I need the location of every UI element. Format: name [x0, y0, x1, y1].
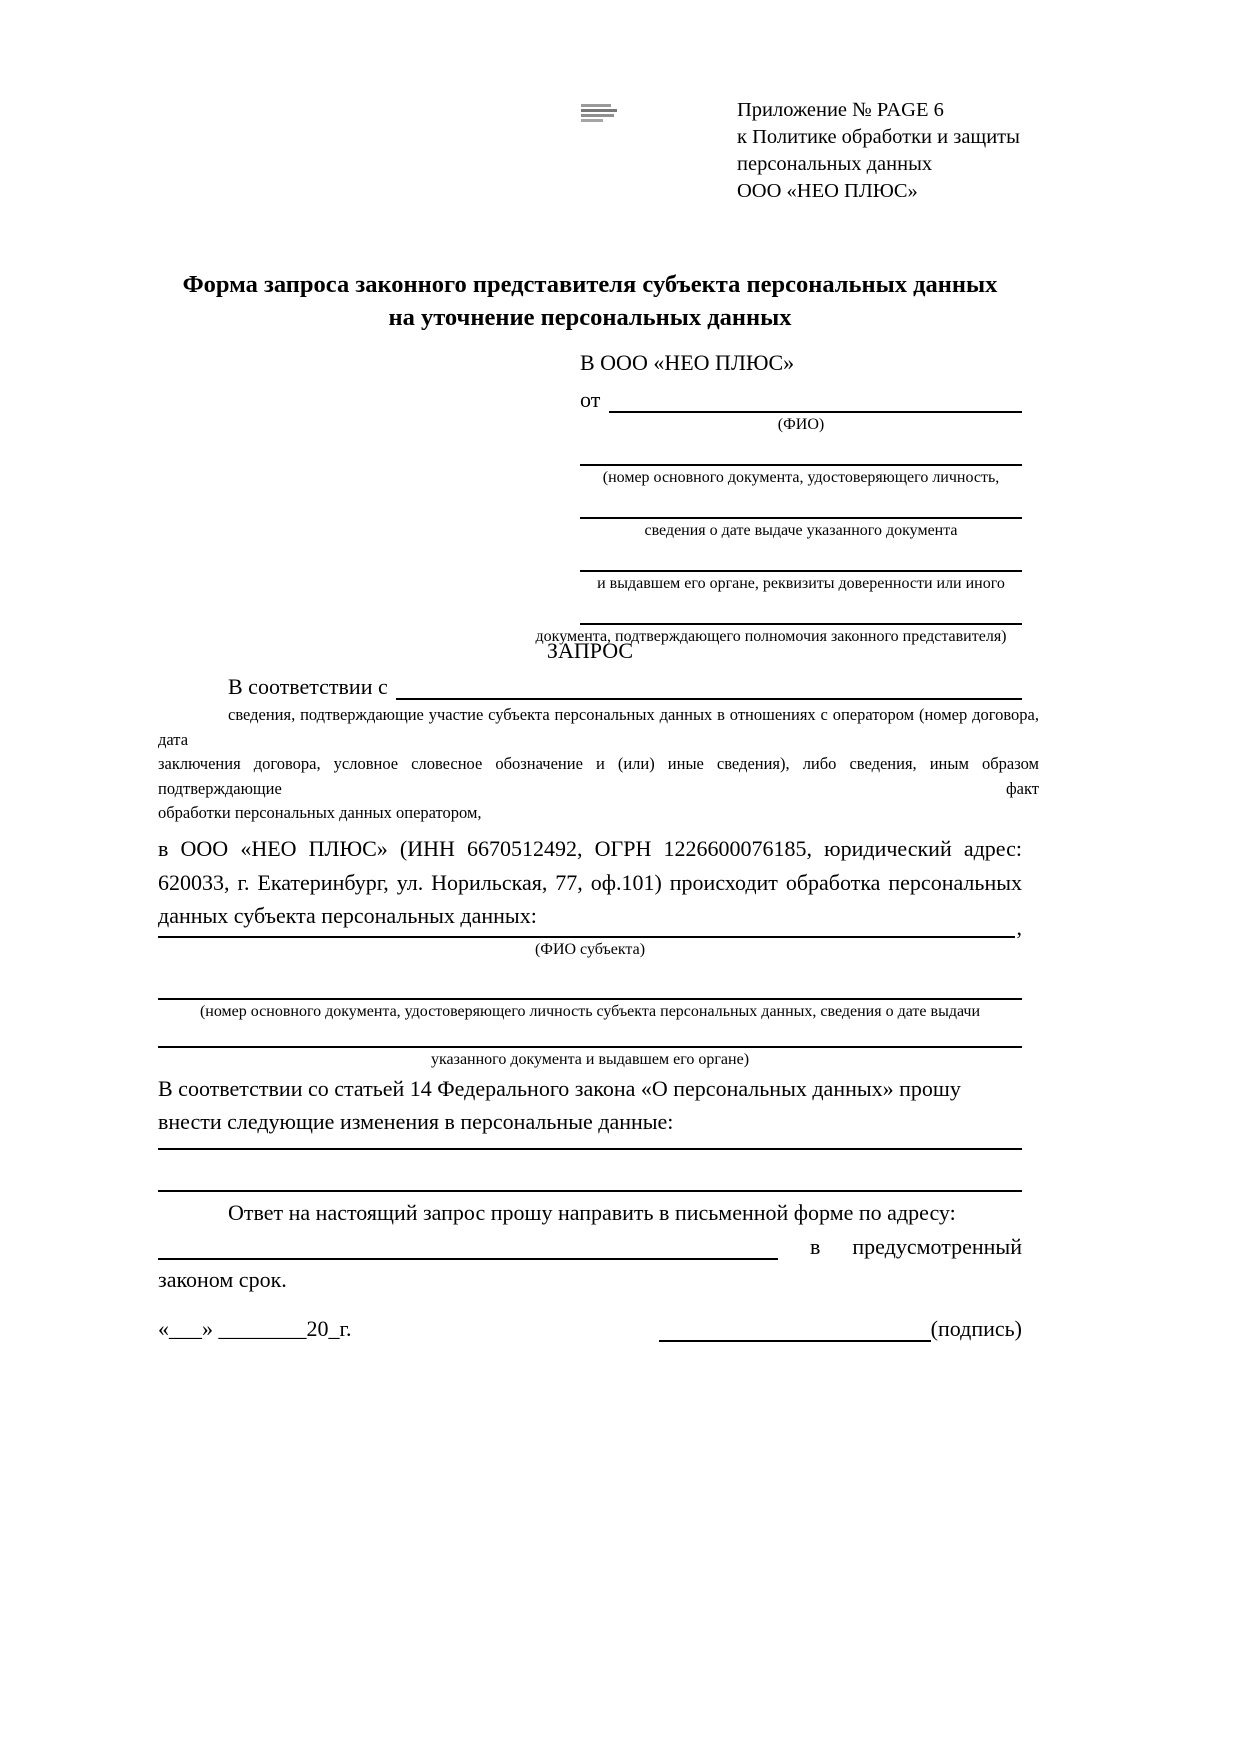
subject-fio-group [158, 910, 1022, 959]
recipient-to: В ООО «НЕО ПЛЮС» [580, 350, 795, 375]
reply-intro: Ответ на настоящий запрос прошу направить в письменной форме по адресу: [228, 1200, 956, 1225]
appendix-company-line: ООО «НЕО ПЛЮС» [737, 180, 918, 202]
from-label: от [580, 387, 601, 412]
intro-row [158, 670, 1022, 700]
fill-line-changes-1[interactable] [158, 1124, 1022, 1150]
fill-line-fio[interactable] [609, 411, 1022, 413]
fill-line-subject-fio[interactable] [158, 910, 1015, 938]
reply-paragraph [158, 1198, 1022, 1295]
law-line-2: внести следующие изменения в персональные данные: [158, 1109, 674, 1134]
appendix-policy-line-1: к Политике обработки и защиты [737, 126, 1020, 148]
recipient-block [535, 350, 1022, 646]
fine-print-line-1: сведения, подтверждающие участие субъекта персональных данных в отношениях с оператором (номер договора, дата [158, 705, 1039, 749]
fine-print-line-3: обработки персональных данных оператором, [158, 803, 482, 822]
operator-line-2: 620033, г. Екатеринбург, ул. Норильская, 77, оф.101) происходит обработка персональных [158, 869, 1022, 895]
form-title-line-2: на уточнение персональных данных [388, 304, 792, 331]
caption-signature: (подпись) [930, 1316, 1022, 1341]
caption-doc-date: сведения о дате выдаче указанного документа [644, 522, 958, 539]
subject-line-comma: , [1016, 915, 1022, 940]
fill-line-basis[interactable] [396, 698, 1022, 700]
operator-line-1: в ООО «НЕО ПЛЮС» (ИНН 6670512492, ОГРН 1226600076185, юридический адрес: [158, 836, 1022, 861]
fill-line-signature[interactable] [659, 1316, 931, 1342]
reply-tail: законом срок. [158, 1267, 287, 1292]
signature-row [158, 1316, 1022, 1342]
request-heading: ЗАПРОС [546, 638, 634, 663]
form-title [120, 268, 1060, 334]
caption-fio: (ФИО) [777, 416, 825, 433]
caption-doc-issuer: и выдавшем его органе, реквизиты доверенности или иного [597, 575, 1005, 592]
caption-authority-doc: документа, подтверждающего полномочия законного представителя) [535, 628, 1007, 645]
reply-address-row [158, 1230, 1022, 1260]
fill-line-subject-doc-issuer[interactable] [158, 1018, 1022, 1048]
fill-line-reply-address[interactable] [158, 1234, 778, 1260]
form-title-line-1: Форма запроса законного представителя субъекта персональных данных [182, 271, 998, 298]
fill-line-doc-date[interactable] [580, 487, 1022, 519]
redacted-lines-icon [581, 104, 617, 131]
caption-subject-fio: (ФИО субъекта) [534, 941, 646, 958]
fill-line-subject-doc[interactable] [158, 968, 1022, 1000]
appendix-header [737, 97, 1037, 205]
appendix-number-line: Приложение № PAGE 6 [737, 99, 944, 121]
fill-line-doc-issuer[interactable] [580, 540, 1022, 572]
reply-word-v: в [810, 1234, 821, 1259]
caption-doc-number: (номер основного документа, удостоверяющего личность, [602, 469, 1000, 486]
fill-line-changes-2[interactable] [158, 1166, 1022, 1192]
fill-line-doc-number[interactable] [580, 434, 1022, 466]
fine-print-paragraph [158, 703, 1039, 826]
from-row [580, 383, 1022, 413]
operator-line-3: данных субъекта персональных данных: [158, 903, 537, 928]
caption-subject-doc-2: указанного документа и выдавшем его органе) [430, 1051, 750, 1068]
fine-print-line-2: заключения договора, условное словесное обозначение и (или) иные сведения), либо сведения, иным образом подтверждающие факт [158, 754, 1039, 798]
fill-line-authority-doc[interactable] [580, 593, 1022, 625]
subject-doc-group-2 [158, 1018, 1022, 1069]
intro-prefix: В соответствии с [228, 674, 388, 699]
caption-subject-doc-1: (номер основного документа, удостоверяющего личность субъекта персональных данных, сведения о дате выдачи [199, 1003, 981, 1020]
subject-doc-group-1 [158, 968, 1022, 1021]
law-line-1: В соответствии со статьей 14 Федерального закона «О персональных данных» прошу [158, 1076, 961, 1101]
date-blank[interactable]: «___» ________20_г. [158, 1316, 352, 1341]
reply-word-predusmotrennyi: предусмотренный [852, 1234, 1022, 1259]
appendix-policy-line-2: персональных данных [737, 153, 933, 175]
